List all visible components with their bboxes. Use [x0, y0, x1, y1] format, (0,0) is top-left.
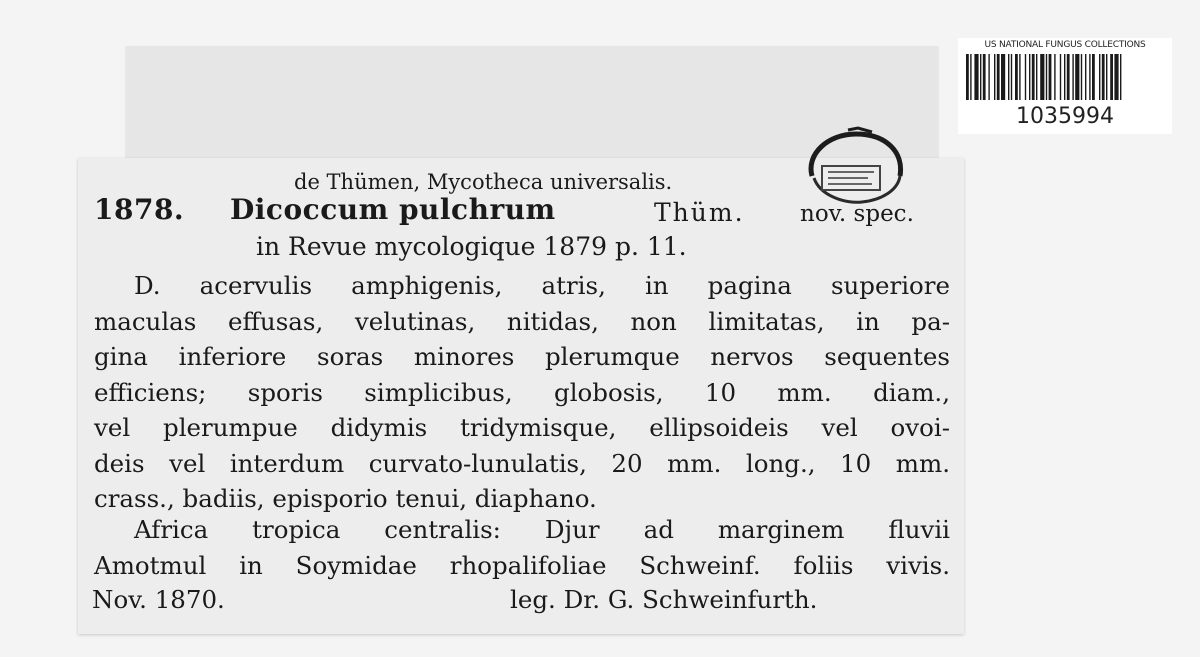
exsiccata-number: 1878.: [94, 193, 185, 226]
barcode-bar: [1102, 54, 1105, 100]
locality-line: Africa tropica centralis: Djur ad marginem fluvii: [134, 515, 950, 544]
description-line: efficiens; sporis simplicibus, globosis, 10 mm. diam.,: [94, 377, 950, 407]
barcode-bar: [1120, 54, 1121, 100]
barcode-bar: [983, 54, 986, 100]
barcode-bar: [1075, 54, 1079, 100]
taxon-status: nov. spec.: [800, 201, 914, 227]
barcode-bar: [1099, 54, 1100, 100]
description-line: gina inferiore soras minores plerumque nervos sequentes: [94, 342, 950, 371]
barcode-bar: [1106, 54, 1107, 100]
collection-date: Nov. 1870.: [92, 585, 225, 614]
barcode-label: [958, 38, 1172, 134]
locality-line: Amotmul in Soymidae rhopalifoliae Schweinf. foliis vivis.: [94, 550, 950, 580]
barcode-bar: [1092, 54, 1095, 100]
barcode-bar: [1081, 54, 1082, 100]
barcode-icon: [966, 54, 1164, 100]
barcode-bar: [1011, 54, 1012, 100]
barcode-number: 1035994: [1016, 104, 1114, 129]
barcode-bar: [988, 54, 989, 100]
barcode-bar: [1114, 54, 1118, 100]
description-line: D. acervulis amphigenis, atris, in pagina superiore: [134, 271, 950, 300]
barcode-bar: [1001, 54, 1005, 100]
barcode-bar: [1072, 54, 1073, 100]
collector: leg. Dr. G. Schweinfurth.: [510, 585, 818, 614]
barcode-bar: [1060, 54, 1061, 100]
locality-block: [94, 515, 950, 586]
specimen-label: [78, 158, 964, 634]
barcode-bar: [1040, 54, 1044, 100]
barcode-bar: [1025, 54, 1026, 100]
description-line: vel plerumpue didymis tridymisque, ellipsoideis vel ovoi-: [94, 413, 950, 442]
barcode-bar: [966, 54, 969, 100]
barcode-bar: [1036, 54, 1037, 100]
publication-reference: in Revue mycologique 1879 p. 11.: [256, 232, 687, 261]
barcode-institution: US NATIONAL FUNGUS COLLECTIONS: [984, 40, 1146, 50]
barcode-bar: [1032, 54, 1035, 100]
barcode-bar: [1064, 54, 1065, 100]
barcode-bar: [1049, 54, 1052, 100]
herbarium-stamp: [798, 126, 910, 208]
barcode-bar: [980, 54, 981, 100]
barcode-bar: [974, 54, 978, 100]
barcode-bar: [997, 54, 1000, 100]
barcode-bar: [1029, 54, 1030, 100]
taxon-author: Thüm.: [654, 198, 745, 227]
barcode-bar: [1008, 54, 1009, 100]
description-block: [94, 271, 950, 520]
barcode-bar: [1019, 54, 1020, 100]
description-line: maculas effusas, velutinas, nitidas, non limitatas, in pa-: [94, 306, 950, 336]
taxon-name: Dicoccum pulchrum: [230, 193, 556, 226]
barcode-bar: [1046, 54, 1047, 100]
barcode-bar: [1110, 54, 1113, 100]
barcode-bar: [1054, 54, 1055, 100]
barcode-bar: [994, 54, 995, 100]
barcode-bar: [1067, 54, 1070, 100]
series-title: de Thümen, Mycotheca universalis.: [294, 170, 673, 194]
barcode-bar: [970, 54, 971, 100]
barcode-bar: [1015, 54, 1018, 100]
barcode-bar: [1085, 54, 1086, 100]
description-line: deis vel interdum curvato-lunulatis, 20 mm. long., 10 mm.: [94, 448, 950, 478]
barcode-bar: [1089, 54, 1090, 100]
description-line: crass., badiis, episporio tenui, diaphano.: [94, 484, 597, 513]
